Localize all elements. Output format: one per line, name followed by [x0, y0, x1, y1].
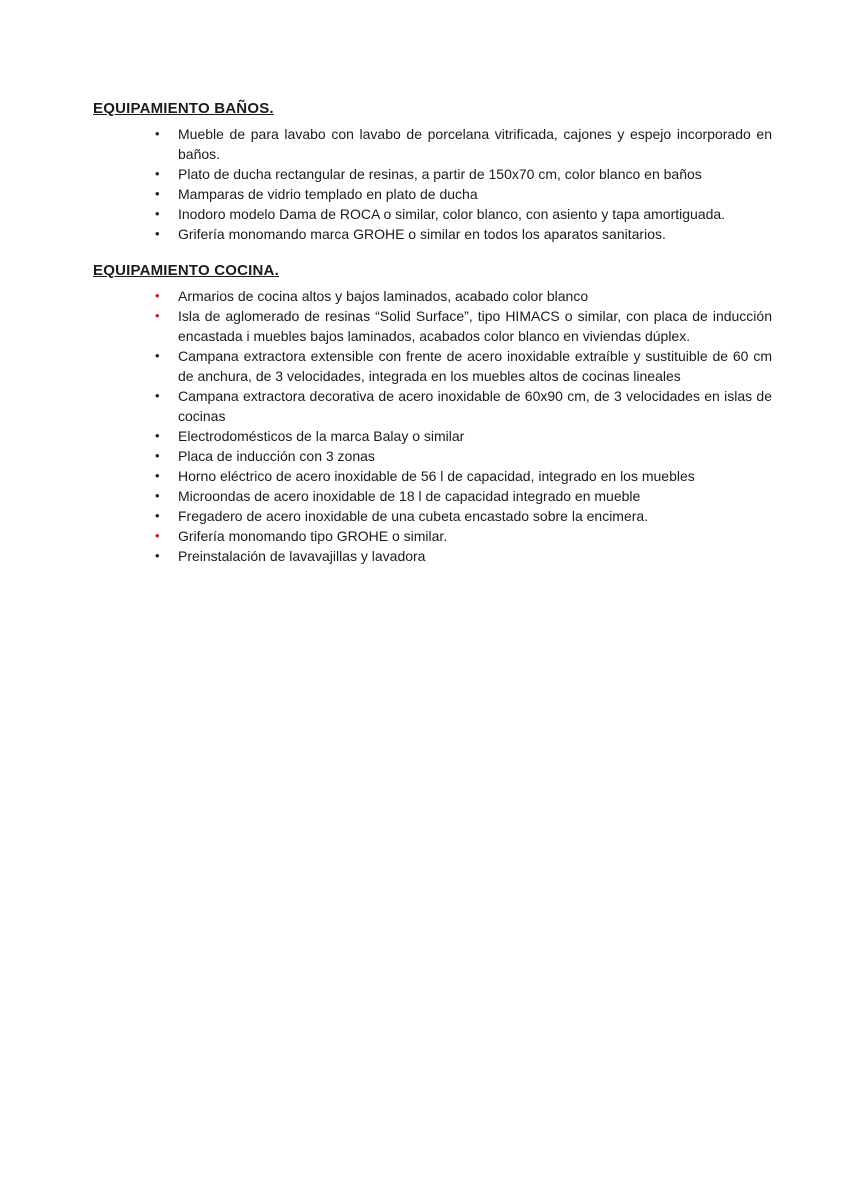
list-item — [155, 346, 772, 386]
list-item-text: Campana extractora decorativa de acero inoxidable de 60x90 cm, de 3 velocidades en islas de cocinas — [178, 388, 772, 424]
list-item — [155, 446, 772, 466]
bullet-icon: • — [155, 488, 160, 503]
bullet-icon: • — [155, 206, 160, 221]
bullet-icon: • — [155, 348, 160, 363]
list-item-text: Grifería monomando marca GROHE o similar en todos los aparatos sanitarios. — [178, 226, 666, 242]
list-item-text: Electrodomésticos de la marca Balay o similar — [178, 428, 465, 444]
bullet-list — [93, 124, 772, 244]
list-item — [155, 466, 772, 486]
list-item — [155, 124, 772, 164]
list-item-text: Armarios de cocina altos y bajos laminados, acabado color blanco — [178, 288, 589, 304]
list-item-text: Mamparas de vidrio templado en plato de ducha — [178, 186, 478, 202]
list-item-text: Inodoro modelo Dama de ROCA o similar, color blanco, con asiento y tapa amortiguada. — [178, 206, 726, 222]
list-item — [155, 306, 772, 346]
list-item-text: Microondas de acero inoxidable de 18 l de capacidad integrado en mueble — [178, 488, 641, 504]
list-item-text: Grifería monomando tipo GROHE o similar. — [178, 528, 448, 544]
bullet-list — [93, 286, 772, 566]
list-item — [155, 386, 772, 426]
list-item-text: Isla de aglomerado de resinas “Solid Surface”, tipo HIMACS o similar, con placa de inducción encastada i muebles bajos laminados, acabados color blanco en viviendas dúplex. — [178, 308, 772, 344]
section-heading: EQUIPAMIENTO COCINA. — [93, 262, 279, 279]
list-item-text: Placa de inducción con 3 zonas — [178, 448, 375, 464]
list-item — [155, 286, 772, 306]
list-item — [155, 486, 772, 506]
bullet-icon: • — [155, 468, 160, 483]
bullet-icon: • — [155, 186, 160, 201]
bullet-icon: • — [155, 166, 160, 181]
bullet-icon: • — [155, 508, 160, 523]
list-item-text: Fregadero de acero inoxidable de una cubeta encastado sobre la encimera. — [178, 508, 649, 524]
bullet-icon: • — [155, 388, 160, 403]
bullet-icon: • — [155, 548, 160, 563]
list-item-text: Campana extractora extensible con frente de acero inoxidable extraíble y sustituible de 60 cm de anchura, de 3 velocidades, integrada en los muebles altos de cocinas lineales — [178, 348, 772, 384]
equipment-section — [93, 262, 772, 566]
bullet-icon: • — [155, 448, 160, 463]
list-item — [155, 426, 772, 446]
list-item-text: Horno eléctrico de acero inoxidable de 56 l de capacidad, integrado en los muebles — [178, 468, 695, 484]
bullet-icon: • — [155, 288, 160, 303]
list-item-text: Plato de ducha rectangular de resinas, a partir de 150x70 cm, color blanco en baños — [178, 166, 702, 182]
list-item-text: Preinstalación de lavavajillas y lavadora — [178, 548, 426, 564]
list-item — [155, 184, 772, 204]
bullet-icon: • — [155, 528, 160, 543]
list-item-text: Mueble de para lavabo con lavabo de porcelana vitrificada, cajones y espejo incorporado en baños. — [178, 126, 772, 162]
list-item — [155, 224, 772, 244]
bullet-icon: • — [155, 226, 160, 241]
list-item — [155, 546, 772, 566]
equipment-section — [93, 100, 772, 244]
sections-container — [93, 100, 772, 566]
bullet-icon: • — [155, 126, 160, 141]
bullet-icon: • — [155, 308, 160, 323]
list-item — [155, 526, 772, 546]
list-item — [155, 506, 772, 526]
bullet-icon: • — [155, 428, 160, 443]
section-heading: EQUIPAMIENTO BAÑOS. — [93, 100, 274, 117]
list-item — [155, 164, 772, 184]
list-item — [155, 204, 772, 224]
